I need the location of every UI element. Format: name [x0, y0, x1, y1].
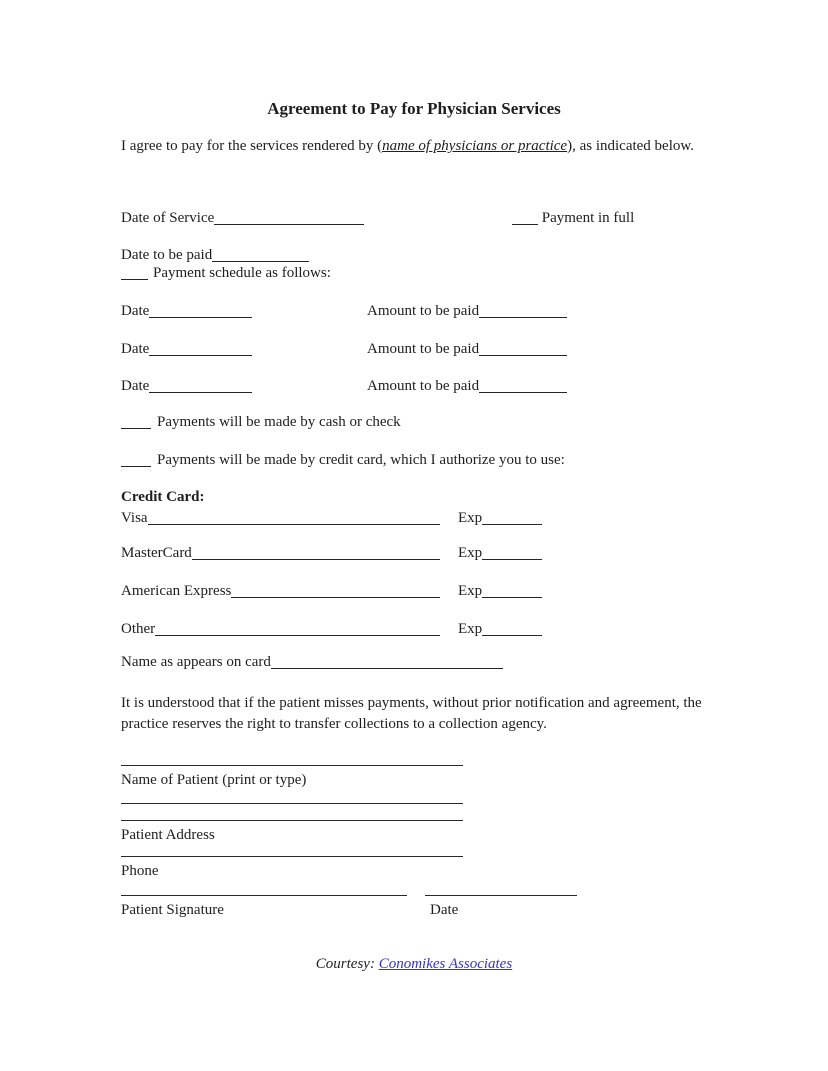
payment-in-full-check-line	[512, 211, 538, 225]
cash-check-option	[121, 412, 401, 433]
schedule-date-label: Date	[121, 378, 150, 394]
mastercard-exp-line	[482, 546, 542, 560]
other-exp-line	[482, 622, 542, 636]
schedule-amount-label: Amount to be paid	[367, 303, 480, 319]
schedule-amount-group	[367, 376, 567, 397]
visa-label: Visa	[121, 510, 148, 526]
schedule-amount-line	[479, 379, 567, 393]
footer	[0, 954, 828, 975]
extra-write-line	[121, 803, 463, 804]
mastercard-number-line	[192, 546, 440, 560]
exp-label: Exp	[458, 621, 483, 637]
mastercard-exp-group	[458, 543, 542, 564]
physician-name-placeholder: name of physicians or practice	[382, 138, 568, 154]
other-card-label: Other	[121, 621, 156, 637]
date-to-be-paid-label: Date to be paid	[121, 247, 213, 263]
date-to-be-paid-line	[212, 248, 309, 262]
credit-card-authorize-label: Payments will be made by credit card, which I authorize you to use:	[157, 452, 565, 468]
patient-name-label: Name of Patient (print or type)	[121, 772, 307, 788]
date-of-service-line	[214, 211, 364, 225]
schedule-amount-group	[367, 301, 567, 322]
phone-label: Phone	[121, 863, 159, 879]
payment-in-full-label: Payment in full	[541, 210, 635, 226]
payment-in-full-option	[512, 208, 634, 229]
visa-exp-group	[458, 508, 542, 529]
amex-label: American Express	[121, 583, 232, 599]
signature-date-line	[425, 895, 577, 896]
payment-schedule-check-line	[121, 266, 148, 280]
mastercard-label: MasterCard	[121, 545, 192, 561]
schedule-row	[121, 339, 771, 360]
payment-schedule-option	[121, 263, 331, 284]
service-row	[121, 208, 771, 229]
schedule-row	[121, 301, 771, 322]
other-exp-group	[458, 619, 542, 640]
signature-date-label: Date	[430, 902, 459, 918]
cash-check-label: Payments will be made by cash or check	[157, 414, 401, 430]
payment-schedule-label: Payment schedule as follows:	[153, 265, 331, 281]
other-card-row	[121, 619, 771, 640]
amex-exp-group	[458, 581, 542, 602]
agreement-clause: It is understood that if the patient misses payments, without prior notification and agreement, the practice reserves the right to transfer collections to a collection agency.	[121, 695, 702, 732]
date-of-service-label: Date of Service	[121, 210, 215, 226]
schedule-date-label: Date	[121, 341, 150, 357]
patient-address-line	[121, 820, 463, 821]
name-on-card-row	[121, 652, 503, 673]
schedule-amount-label: Amount to be paid	[367, 341, 480, 357]
amex-row	[121, 581, 771, 602]
visa-exp-line	[482, 511, 542, 525]
credit-card-check-line	[121, 453, 151, 467]
name-on-card-line	[271, 655, 503, 669]
patient-signature-label: Patient Signature	[121, 902, 224, 918]
amex-number-line	[231, 584, 440, 598]
exp-label: Exp	[458, 583, 483, 599]
credit-card-heading: Credit Card:	[121, 489, 205, 505]
schedule-date-line	[149, 379, 252, 393]
schedule-date-line	[149, 304, 252, 318]
credit-card-option	[121, 450, 565, 471]
mastercard-row	[121, 543, 771, 564]
schedule-amount-line	[479, 342, 567, 356]
schedule-amount-group	[367, 339, 567, 360]
name-on-card-label: Name as appears on card	[121, 654, 271, 670]
intro-paragraph	[121, 136, 751, 157]
exp-label: Exp	[458, 510, 483, 526]
schedule-date-line	[149, 342, 252, 356]
schedule-amount-line	[479, 304, 567, 318]
amex-exp-line	[482, 584, 542, 598]
cash-check-check-line	[121, 415, 151, 429]
other-card-number-line	[155, 622, 440, 636]
phone-line	[121, 856, 463, 857]
intro-text-pre: I agree to pay for the services rendered by (	[121, 138, 383, 154]
document-title: Agreement to Pay for Physician Services	[267, 99, 561, 118]
visa-row	[121, 508, 771, 529]
conomikes-associates-link[interactable]: Conomikes Associates	[378, 956, 513, 972]
schedule-date-label: Date	[121, 303, 150, 319]
schedule-row	[121, 376, 771, 397]
courtesy-label: Courtesy:	[315, 956, 375, 972]
patient-address-label: Patient Address	[121, 827, 215, 843]
patient-signature-line	[121, 895, 407, 896]
visa-number-line	[148, 511, 440, 525]
schedule-amount-label: Amount to be paid	[367, 378, 480, 394]
exp-label: Exp	[458, 545, 483, 561]
patient-name-line	[121, 765, 463, 766]
intro-text-post: ), as indicated below.	[567, 138, 694, 154]
